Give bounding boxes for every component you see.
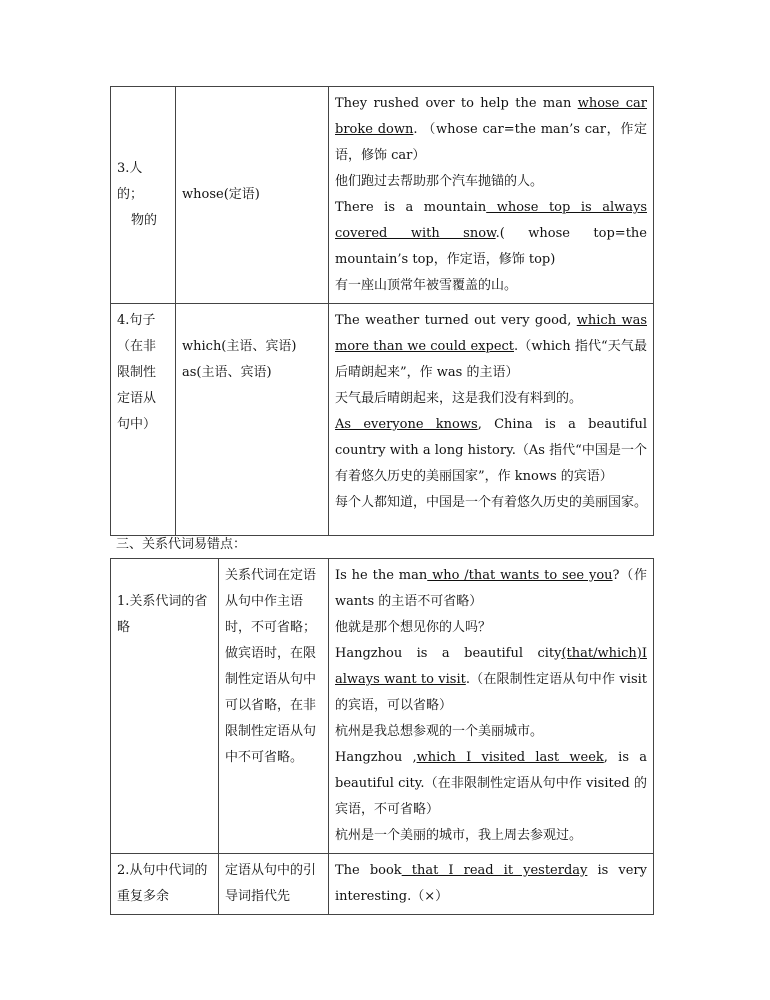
category-line: 限制性 (117, 365, 157, 380)
example-block (335, 195, 647, 299)
category-line: 4.句子 (117, 313, 156, 328)
example-cell (329, 87, 654, 304)
example-en: The weather turned out very good, which was more than we could expect.（which 指代“天气最后晴朗起来”，作 was 的主语） (335, 313, 647, 380)
category-line: （在非 (117, 339, 157, 354)
example-block (335, 412, 647, 516)
example-en: There is a mountain whose top is always covered with snow.( whose top=the mountain’s top，作定语，修饰 top) (335, 200, 647, 267)
table-row (111, 559, 654, 854)
example-block (335, 91, 647, 195)
pronoun-text: which(主语、宾语) (182, 339, 297, 354)
underlined-clause: which I visited last week (416, 750, 604, 765)
example-block (335, 858, 647, 910)
table-row (111, 87, 654, 304)
example-en: Hangzhou ,which I visited last week, is a beautiful city.（在非限制性定语从句中作 visited 的宾语，不可省略） (335, 750, 648, 817)
table-row (111, 854, 654, 915)
example-cell (329, 304, 654, 536)
example-en: As everyone knows, China is a beautiful country with a long history.（As 指代“中国是一个有着悠久历史的美丽国家”，作 knows 的宾语） (335, 417, 647, 484)
example-en: Is he the man who /that wants to see you?（作 wants 的主语不可省略） (335, 568, 647, 609)
example-zh: 杭州是我总想参观的一个美丽城市。 (335, 724, 544, 739)
example-zh: 他就是那个想见你的人吗？ (335, 620, 492, 635)
category-line: 句中） (117, 417, 157, 432)
example-block (335, 308, 647, 412)
underlined-clause: who /that wants to see you (427, 568, 613, 583)
category-cell: 1.关系代词的省略 (111, 559, 219, 854)
example-zh: 每个人都知道，中国是一个有着悠久历史的美丽国家。 (335, 495, 648, 510)
pronoun-text: whose(定语) (182, 187, 260, 202)
underlined-clause: whose car broke down (335, 96, 647, 137)
category-cell (111, 304, 176, 536)
underlined-clause: (that/which)I always want to visit (335, 646, 647, 687)
rule-cell: 关系代词在定语从句中作主语时，不可省略；做宾语时，在限制性定语从句中可以省略，在非限制性定语从句中不可省略。 (219, 559, 329, 854)
example-zh: 杭州是一个美丽的城市，我上周去参观过。 (335, 828, 583, 843)
pronoun-cell (176, 87, 329, 304)
relative-pronoun-table-part1 (110, 86, 654, 536)
pronoun-text: as(主语、宾语) (182, 365, 272, 380)
category-line: 物的 (131, 213, 158, 228)
example-zh: 有一座山顶常年被雪覆盖的山。 (335, 278, 518, 293)
example-block (335, 641, 647, 745)
example-cell (329, 559, 654, 854)
rule-cell: 定语从句中的引导词指代先 (219, 854, 329, 915)
pronoun-cell (176, 304, 329, 536)
category-line: 定语从 (117, 391, 157, 406)
category-cell: 2.从句中代词的重复多余 (111, 854, 219, 915)
relative-pronoun-errors-table (110, 558, 654, 915)
category-line: 的； (117, 187, 144, 202)
example-zh: 天气最后晴朗起来，这是我们没有料到的。 (335, 391, 583, 406)
underlined-clause: As everyone knows (335, 417, 478, 432)
example-cell (329, 854, 654, 915)
section-heading: 三、关系代词易错点： (116, 537, 247, 552)
underlined-clause: whose top is always covered with snow (335, 200, 647, 241)
example-en: They rushed over to help the man whose car broke down. （whose car=the man’s car，作定语，修饰 car） (335, 96, 648, 163)
example-block (335, 745, 647, 849)
example-zh: 他们跑过去帮助那个汽车抛锚的人。 (335, 174, 544, 189)
underlined-clause: that I read it yesterday (401, 863, 588, 878)
category-line: 3.人 (117, 161, 143, 176)
underlined-clause: which was more than we could expect (335, 313, 647, 354)
table-row (111, 304, 654, 536)
category-cell (111, 87, 176, 304)
example-en: The book that I read it yesterday is very interesting.（×） (335, 863, 647, 904)
example-en: Hangzhou is a beautiful city(that/which)I always want to visit.（在限制性定语从句中作 visit 的宾语，可以省略） (335, 646, 647, 713)
example-block (335, 563, 647, 641)
